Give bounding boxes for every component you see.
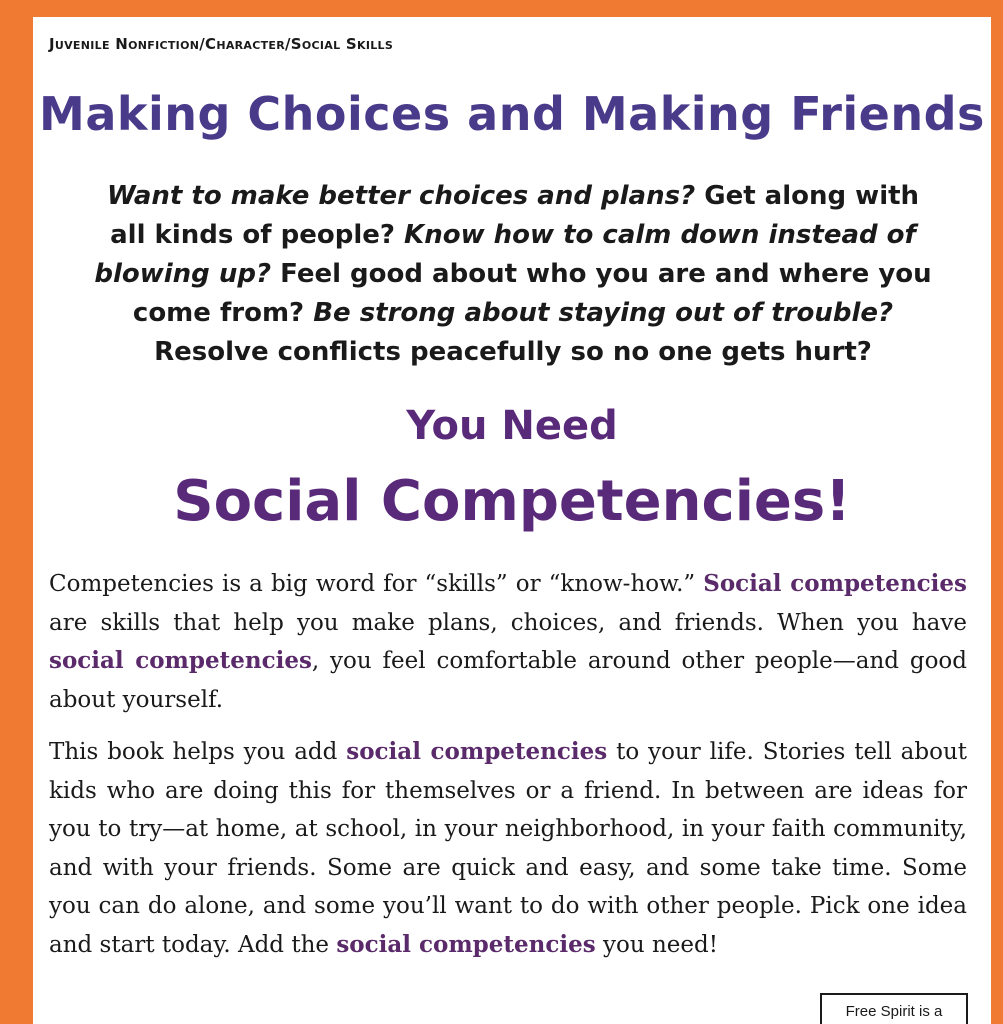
paragraph-book-description	[49, 733, 967, 964]
book-headline: Making Choices and Making Friends	[39, 87, 985, 141]
intro-q2: Know how to calm down instead of blowing up?	[94, 220, 916, 289]
p1-text-2: are skills that help you make plans, choices, and friends. When you have	[49, 609, 967, 636]
back-cover	[33, 17, 991, 1024]
p2-text-1: This book helps you add	[49, 739, 347, 765]
p1-highlight-1: Social competencies	[703, 570, 967, 597]
p2-highlight-2: social competencies	[336, 930, 596, 958]
paragraph-definition	[49, 565, 967, 719]
social-competencies-heading: Social Competencies!	[173, 469, 851, 534]
p1-text-3: , you feel comfortable around other people—and good about yourself.	[49, 648, 967, 713]
p2-highlight-1: social competencies	[346, 738, 608, 765]
intro-questions	[93, 177, 933, 372]
intro-s2: Feel good about who you are and where you come from?	[132, 259, 932, 328]
p2-text-3: you need!	[595, 931, 718, 958]
you-need-heading: You Need	[406, 403, 618, 449]
publisher-badge: Free Spirit is a	[820, 993, 968, 1024]
p2-text-2: to your life. Stories tell about kids who are doing this for themselves or a friend. In between are ideas for you to try—at home, at school, in your neighborhood, in your faith community, and with your friends. Some are quick and easy, and some take time. Some you can do alone, and some you’ll want to do with other people. Pick one idea and start today. Add the	[49, 739, 967, 958]
intro-q3: Be strong about staying out of trouble?	[304, 298, 894, 328]
intro-s3: Resolve conflicts peacefully so no one gets hurt?	[154, 337, 872, 367]
category-label: Juvenile Nonfiction/Character/Social Skills	[49, 35, 394, 53]
intro-q1: Want to make better choices and plans?	[106, 181, 696, 211]
p1-highlight-2: social competencies	[49, 647, 312, 674]
intro-s1: Get along with all kinds of people?	[110, 181, 920, 250]
p1-text-1: Competencies is a big word for “skills” or “know-how.”	[49, 571, 704, 597]
